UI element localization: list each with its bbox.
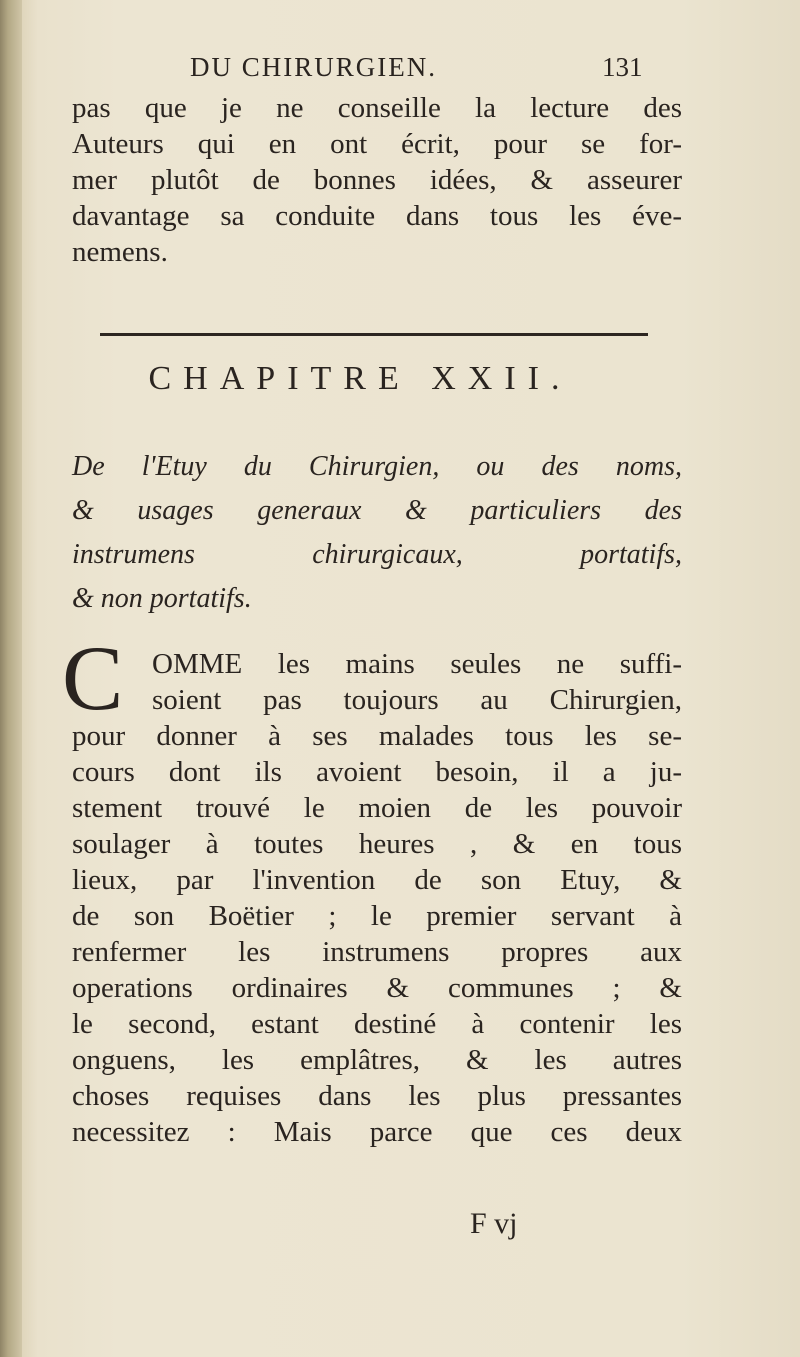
drop-capital: C — [62, 627, 124, 729]
body-paragraph — [72, 646, 682, 1150]
text-line: de son Boëtier ; le premier servant à — [72, 900, 682, 932]
chapter-subtitle — [72, 445, 682, 621]
text-line: choses requises dans les plus pressantes — [72, 1080, 682, 1112]
text-line: mer plutôt de bonnes idées, & asseurer — [72, 164, 682, 196]
text-line: renfermer les instrumens propres aux — [72, 936, 682, 968]
text-line: necessitez : Mais parce que ces deux — [72, 1116, 682, 1148]
chapter-title: CHAPITRE XXII. — [148, 360, 572, 397]
text-line: pas que je ne conseille la lecture des — [72, 92, 682, 124]
text-line: pour donner à ses malades tous les se- — [72, 720, 682, 752]
text-line: stement trouvé le moien de les pouvoir — [72, 792, 682, 824]
text-line: soient pas toujours au Chirurgien, — [152, 684, 682, 716]
page-number: 131 — [602, 52, 643, 82]
intro-paragraph — [72, 90, 682, 270]
text-line: nemens. — [72, 236, 168, 268]
text-line: onguens, les emplâtres, & les autres — [72, 1044, 682, 1076]
page-gutter — [0, 0, 22, 1357]
chapter-rule — [100, 333, 648, 336]
text-line: lieux, par l'invention de son Etuy, & — [72, 864, 682, 896]
subtitle-line: instrumens chirurgicaux, portatifs, — [72, 539, 682, 570]
text-line: davantage sa conduite dans tous les éve- — [72, 200, 682, 232]
subtitle-line: & usages generaux & particuliers des — [72, 495, 682, 526]
subtitle-line: De l'Etuy du Chirurgien, ou des noms, — [72, 451, 682, 482]
signature-mark: F vj — [470, 1207, 518, 1240]
text-line: cours dont ils avoient besoin, il a ju- — [72, 756, 682, 788]
text-line: OMME les mains seules ne suffi- — [152, 648, 682, 680]
subtitle-line: & non portatifs. — [72, 583, 252, 614]
text-line: Auteurs qui en ont écrit, pour se for- — [72, 128, 682, 160]
text-line: le second, estant destiné à contenir les — [72, 1008, 682, 1040]
text-line: soulager à toutes heures , & en tous — [72, 828, 682, 860]
running-head: DU CHIRURGIEN. — [190, 52, 437, 82]
text-line: operations ordinaires & communes ; & — [72, 972, 682, 1004]
